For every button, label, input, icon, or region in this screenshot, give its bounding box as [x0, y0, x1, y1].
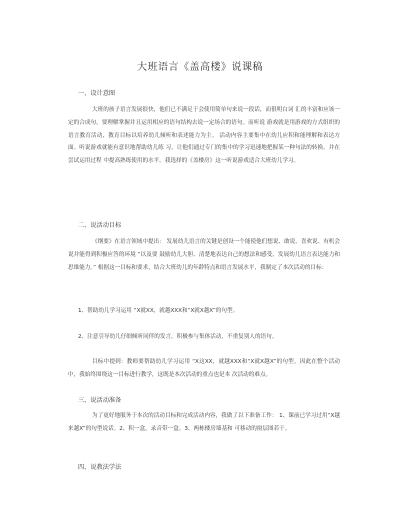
page-title: 大班语言《盖高楼》说课稿 [137, 62, 263, 73]
section-heading-methods: 四、说教法学法 [78, 464, 122, 471]
section-heading-preparation: 三、说活动准备 [78, 397, 122, 404]
section-heading-design-intent: 一、设计意图 [78, 90, 116, 97]
paragraph-guideline: 《纲要》在语言领域中提出： 发展幼儿语言的关键是创设一个能使他们想说、敢说、喜欢说、有机会说并能得到积极应答的环境 “以及要 鼓励幼儿大胆、清楚地表达自己的想法和感受，发展幼儿语言表达能力和思维能力。” 根据这一目标和要求，结合大班幼儿的年龄特点和语言发展水平，我制定了本次活动的目标： [68, 239, 340, 271]
paragraph-design-intent: 大班的孩子语言发展很快，他们已不满足于会使用简单句来说一段话，而很明白词 汇的丰富和应该一定的合成句，要理解掌握并且运用相应的语句结构去说一定场合的语句。而听说 游戏就是用游戏的方式组织的语言教育活动，教育目标以培养幼儿倾听和表述能力为主。 活动内容主要集中在幼儿应积和能理解和表达方面。听说游戏就能有意识地帮助幼儿练 习，让他们通过专门的集中的学习迅速地把握某一种句法的转换，并在尝试运用过程 中提高熟练使用的水平。我选择的《盖楼房》这一听说游戏适合大班幼儿学习。 [68, 107, 340, 165]
paragraph-goal-1: 1、帮助幼儿学习运用 “X就XX，就越XXX和“X就X越X”的句型。 [78, 308, 239, 314]
paragraph-goal-2: 2、注意引导幼儿仔细倾听同伴的发言，积极参与集体活动，不重复别人的语句。 [78, 334, 278, 340]
paragraph-goal-focus: 目标中提到：教师要帮助幼儿学习运用 “X这XX，就越XXX和“X就X越X”的句型。因此在整个活动中，我始终围绕这一目标进行教学，这既是本次活动的重点也是本 次活动的难点。 [68, 359, 340, 378]
section-heading-activity-goals: 二、说活动目标 [78, 222, 122, 229]
paragraph-preparation: 为了更好地服务于本次的活动目标和完成活动内容，我做了以下准备工作： 1、课前已学习过用“X越来越X”的句型说话。2、积一盒，录音带一盒。3、两栋楼房墙基和 可移动的窗层图若干。 [68, 413, 340, 432]
